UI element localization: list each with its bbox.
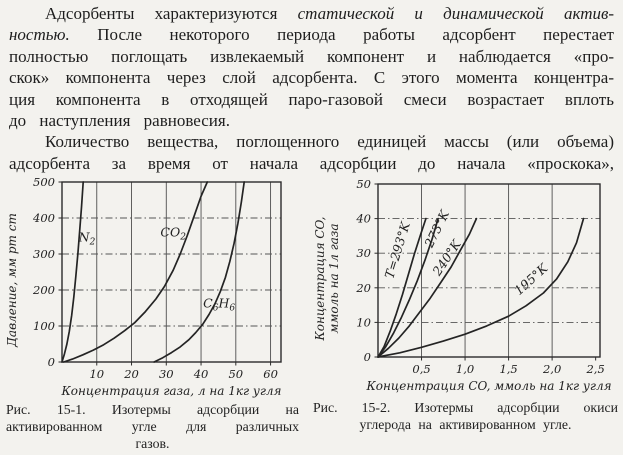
text-segment: Количество вещества, поглощенного единицей массы (или объема)	[45, 132, 614, 152]
text-line	[313, 417, 618, 434]
curve-label-CO2	[160, 225, 186, 243]
italic-text-segment: ностью.	[9, 25, 70, 45]
curve-label-run: 6	[229, 303, 236, 314]
y-tick-label: 400	[33, 211, 55, 225]
x-tick-label: 2,5	[586, 362, 605, 376]
body-text	[9, 3, 614, 174]
x-tick-label: 20	[124, 367, 139, 381]
chart-adsorption-isotherms-gases	[0, 174, 304, 402]
text-line	[9, 24, 614, 45]
y-tick-label: 0	[47, 355, 55, 369]
curve-label-run: 240°K	[429, 237, 464, 279]
figure-15-1	[0, 174, 304, 402]
y-tick-label: 50	[356, 177, 371, 191]
text-line	[9, 131, 614, 152]
curve-N2	[62, 182, 83, 362]
caption-figure-15-2	[313, 400, 618, 434]
x-tick-label: 30	[158, 367, 174, 381]
y-tick-label: 100	[33, 319, 55, 333]
curve-label-run: C	[203, 295, 213, 311]
text-line	[6, 436, 299, 453]
text-line	[9, 89, 614, 110]
text-segment: Рис. 15-2. Изотермы адсорбции окиси	[313, 400, 618, 415]
curve-CO2	[64, 182, 208, 362]
x-axis-label: Концентрация CO, ммоль на 1кг угля	[366, 379, 612, 393]
text-line	[9, 3, 614, 24]
curve-label-run: T=293°K	[381, 220, 413, 281]
figure-15-2	[306, 174, 623, 402]
curve-label-run: N	[78, 229, 90, 245]
text-segment: адсорбента за время от начала адсорбции до начала «проскока»,	[9, 153, 614, 173]
text-segment: ция компонента в отходящей паро-газовой смеси возрастает вплоть	[9, 89, 614, 109]
text-line	[9, 153, 614, 174]
curve-label-run: 2	[89, 237, 96, 248]
y-tick-label: 200	[33, 283, 55, 297]
curve-label-N2	[78, 229, 96, 247]
y-axis-label-line: Концентрация CO,	[313, 216, 327, 341]
text-line	[9, 110, 614, 131]
curve-label-run: 195°K	[511, 260, 551, 299]
x-tick-label: 10	[89, 367, 105, 381]
curve-label-run: H	[218, 295, 230, 311]
y-tick-label: 300	[33, 247, 55, 261]
text-line	[313, 400, 618, 417]
y-tick-label: 10	[356, 315, 371, 330]
y-tick-label: 30	[356, 246, 371, 261]
curve-label-run: 2	[180, 232, 186, 243]
curve-C6H6	[154, 182, 244, 362]
x-tick-label: 2,0	[542, 362, 562, 376]
text-segment: углерода на активированном угле.	[359, 416, 572, 432]
text-segment: скок» компонента через слой адсорбента. С этого момента концентра-	[9, 68, 614, 88]
y-axis-label-line: Давление, мм рт ст	[5, 213, 19, 347]
italic-text-segment: статической и динамической актив-	[297, 4, 615, 23]
y-tick-label: 40	[356, 211, 371, 226]
curve-label-run: 273°K	[421, 207, 453, 250]
curve-label-run: CO	[160, 224, 181, 240]
text-segment: полностью поглощать извлекаемый компонент и наблюдается «про-	[9, 46, 614, 66]
text-line	[9, 67, 614, 88]
plot-frame	[378, 184, 600, 357]
text-line	[6, 402, 299, 419]
text-segment: до наступления равновесия.	[9, 110, 230, 130]
y-tick-label: 20	[356, 280, 371, 295]
text-line	[9, 46, 614, 67]
x-tick-label: 1,0	[455, 362, 475, 376]
x-tick-label: 0,5	[412, 362, 431, 376]
caption-figure-15-1	[6, 402, 299, 452]
text-segment: активированном угле для различных	[6, 418, 299, 434]
y-axis-label-line: ммоль на 1л газа	[327, 223, 341, 334]
curve-label-T=293K	[382, 220, 414, 281]
text-line	[6, 419, 299, 436]
text-segment: газов.	[135, 435, 170, 451]
chart-adsorption-isotherms-co	[306, 174, 623, 402]
x-tick-label: 50	[228, 367, 244, 381]
y-tick-label: 500	[33, 175, 55, 189]
x-axis-label: Концентрация газа, л на 1кг угля	[61, 384, 282, 398]
curve-label-run: 6	[212, 303, 219, 314]
x-tick-label: 1,5	[499, 362, 518, 376]
text-segment: После некоторого периода работы адсорбент перестает	[69, 25, 614, 45]
text-segment: Адсорбенты характеризуются	[45, 4, 298, 23]
curve-label-C6H6	[203, 295, 235, 313]
text-segment: Рис. 15-1. Изотермы адсорбции на	[6, 402, 299, 417]
x-tick-label: 40	[193, 367, 209, 381]
x-tick-label: 60	[263, 367, 278, 381]
y-tick-label: 0	[363, 350, 371, 364]
